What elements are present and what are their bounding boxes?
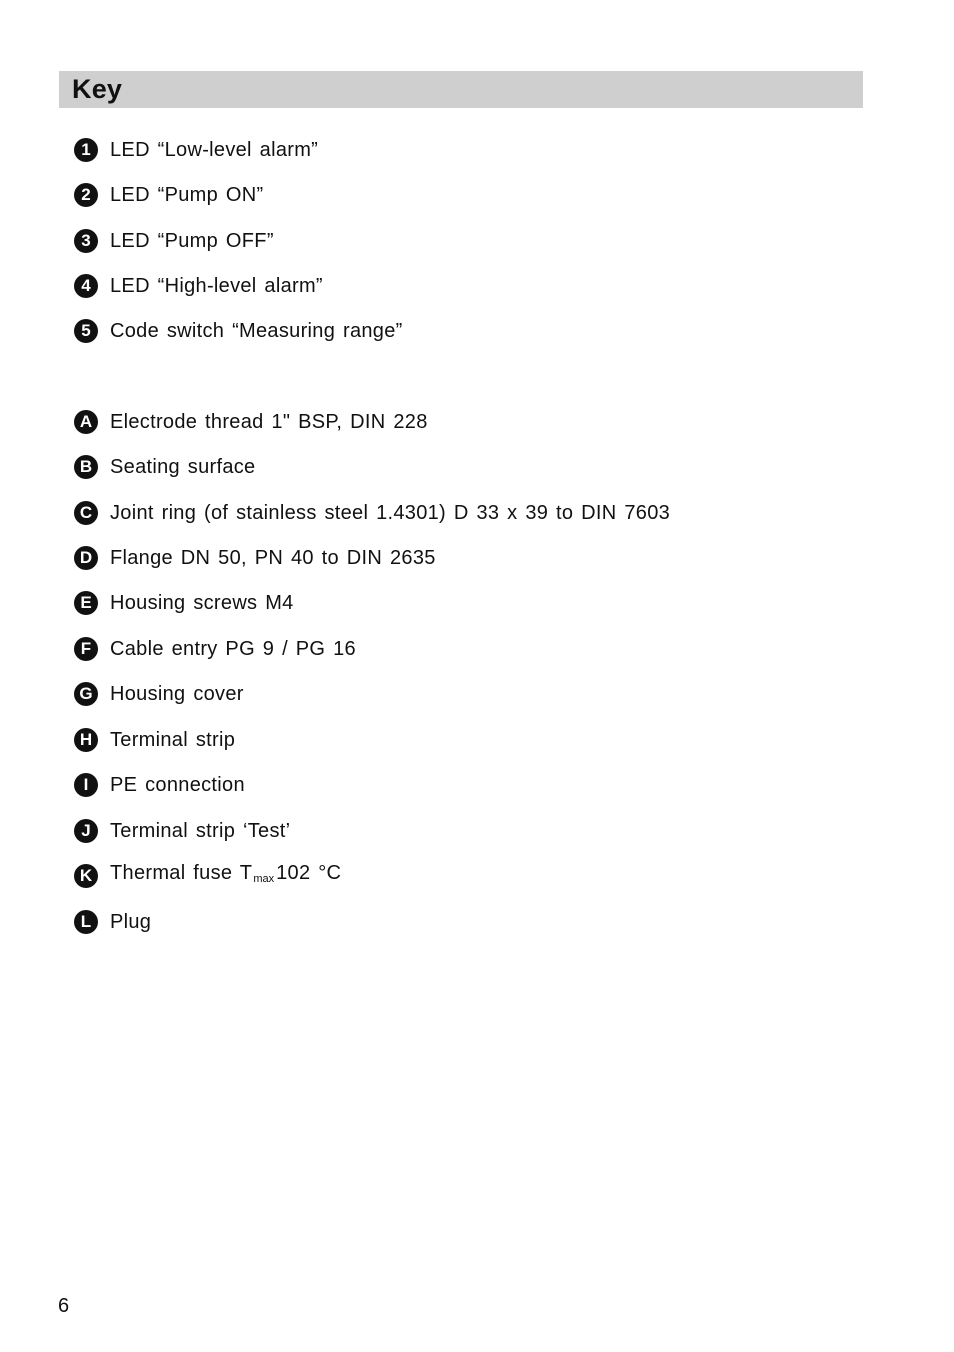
list-item: [74, 399, 670, 444]
letter-marker: B: [74, 455, 98, 479]
number-marker: 3: [74, 229, 98, 253]
letter-marker: E: [74, 591, 98, 615]
item-text: Terminal strip ‘Test’: [110, 819, 291, 842]
list-item: [74, 672, 670, 717]
item-text: PE connection: [110, 774, 245, 797]
list-item: [74, 899, 670, 944]
list-item: [74, 309, 403, 354]
list-item: [74, 172, 403, 217]
section-title: Key: [72, 74, 123, 104]
list-item: [74, 581, 670, 626]
item-text: Flange DN 50, PN 40 to DIN 2635: [110, 547, 436, 570]
list-item: [74, 853, 670, 898]
item-text: LED “Pump OFF”: [110, 229, 274, 252]
lettered-key-list: [74, 399, 670, 944]
item-text-main: Thermal fuse T: [110, 862, 253, 885]
list-item: [74, 763, 670, 808]
section-header: [59, 71, 863, 108]
item-text-value: 102 °C: [276, 862, 342, 885]
letter-marker: G: [74, 682, 98, 706]
list-item: [74, 218, 403, 263]
list-item: [74, 127, 403, 172]
item-text: Joint ring (of stainless steel 1.4301) D 33 x 39 to DIN 7603: [110, 501, 671, 524]
number-marker: 1: [74, 138, 98, 162]
letter-marker: F: [74, 637, 98, 661]
letter-marker: A: [74, 410, 98, 434]
list-item: [74, 535, 670, 580]
item-text: LED “High-level alarm”: [110, 275, 323, 298]
item-text: Plug: [110, 910, 152, 933]
list-item: [74, 263, 403, 308]
page-number: 6: [58, 1295, 70, 1317]
letter-marker: K: [74, 864, 98, 888]
list-item: [74, 717, 670, 762]
item-text-subscript: max: [253, 873, 275, 886]
numbered-key-list: [74, 127, 403, 354]
letter-marker: J: [74, 819, 98, 843]
item-text: LED “Low-level alarm”: [110, 138, 319, 161]
letter-marker: C: [74, 501, 98, 525]
letter-marker: H: [74, 728, 98, 752]
item-text: Cable entry PG 9 / PG 16: [110, 637, 356, 660]
item-text: [110, 861, 341, 891]
list-item: [74, 808, 670, 853]
letter-marker: D: [74, 546, 98, 570]
list-item: [74, 490, 670, 535]
item-text: Seating surface: [110, 456, 256, 479]
item-text: Code switch “Measuring range”: [110, 320, 403, 343]
number-marker: 5: [74, 319, 98, 343]
item-text: LED “Pump ON”: [110, 184, 264, 207]
letter-marker: I: [74, 773, 98, 797]
item-text: Electrode thread 1" BSP, DIN 228: [110, 410, 428, 433]
item-text: Terminal strip: [110, 728, 236, 751]
number-marker: 4: [74, 274, 98, 298]
letter-marker: L: [74, 910, 98, 934]
list-item: [74, 626, 670, 671]
item-text: Housing cover: [110, 683, 244, 706]
list-item: [74, 444, 670, 489]
item-text: Housing screws M4: [110, 592, 294, 615]
number-marker: 2: [74, 183, 98, 207]
